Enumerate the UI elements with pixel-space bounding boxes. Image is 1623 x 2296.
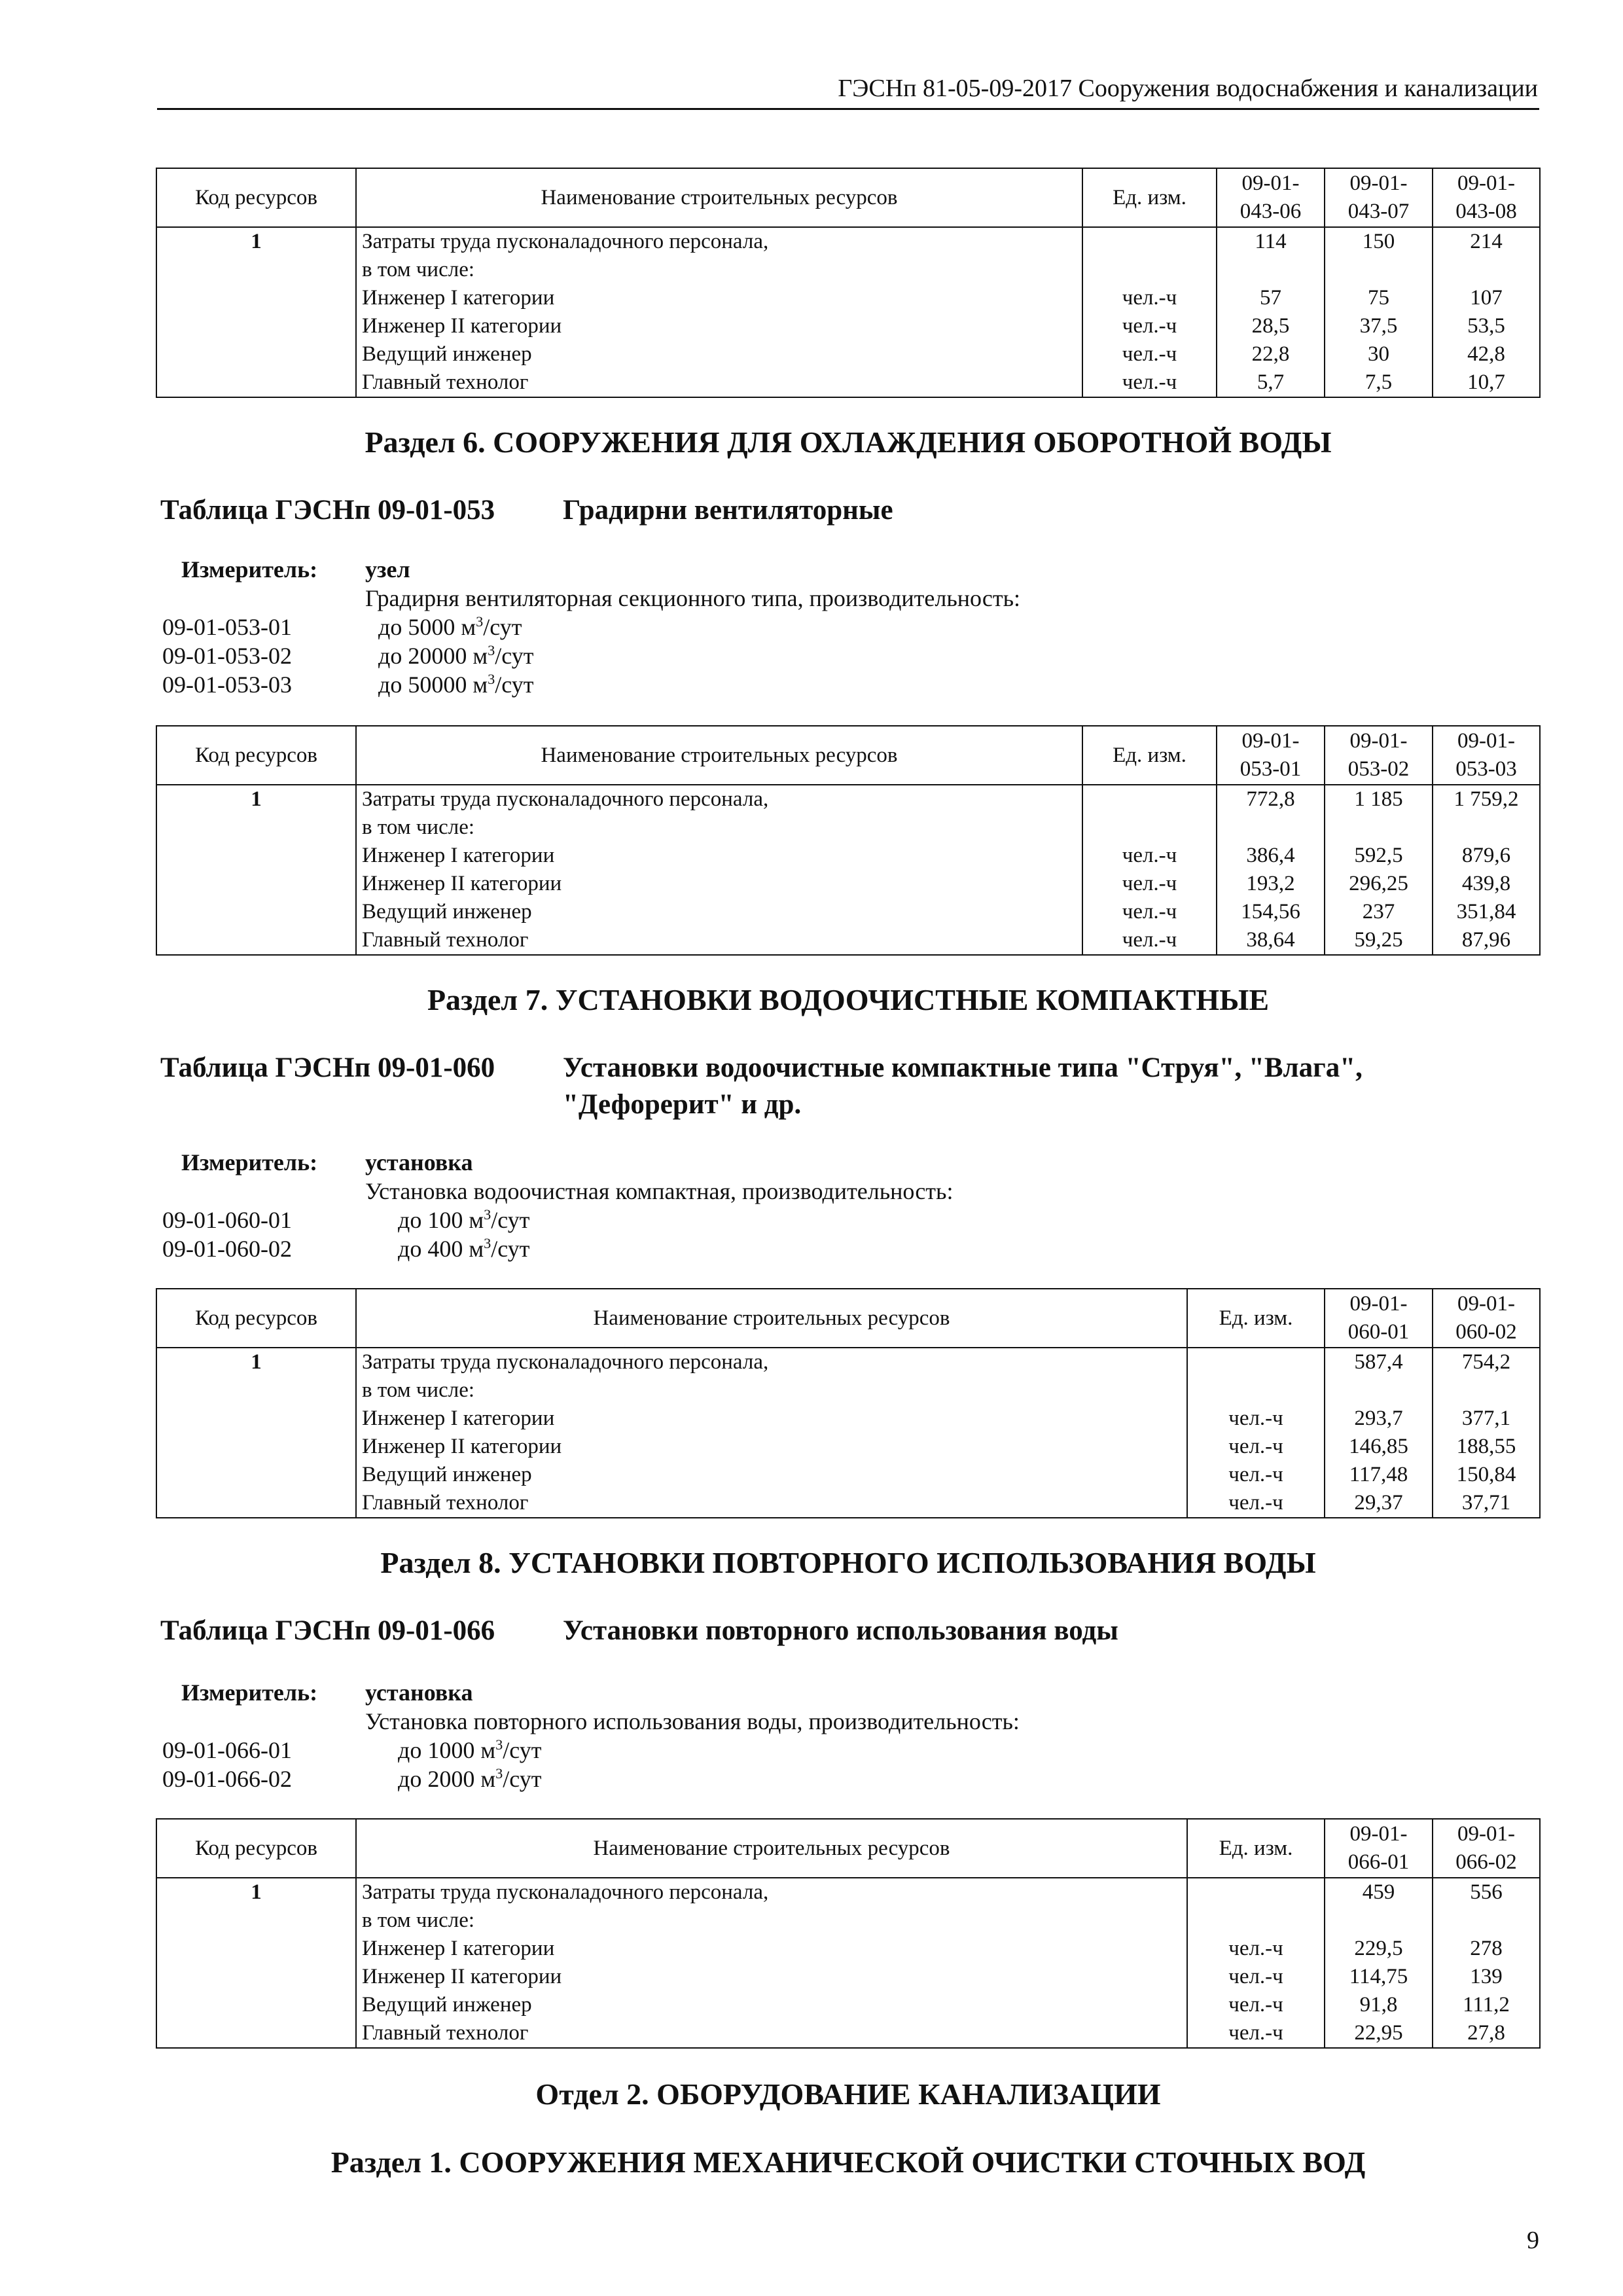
col-header-code: Код ресурсов	[156, 1819, 356, 1878]
unit-cell: чел.-ч чел.-ч чел.-ч чел.-ч	[1082, 227, 1217, 397]
norm-code: 09-01-066-02	[162, 1766, 292, 1792]
norm-code: 09-01-053-03	[162, 672, 292, 698]
value-cell: 772,8 386,4 193,2 154,56 38,64	[1217, 785, 1325, 955]
value-cell: 1 185 592,5 296,25 237 59,25	[1325, 785, 1433, 955]
table-name: Градирни вентиляторные	[563, 495, 893, 526]
resource-code-cell: 1	[156, 1878, 356, 2048]
value-cell: 114 57 28,5 22,8 5,7	[1217, 227, 1325, 397]
value-cell: 754,2 377,1 188,55 150,84 37,71	[1433, 1348, 1540, 1518]
col-header-unit: Ед. изм.	[1187, 1819, 1325, 1878]
norm-code: 09-01-060-02	[162, 1236, 292, 1262]
col-header-rate: 09-01- 060-02	[1433, 1289, 1540, 1348]
col-header-name: Наименование строительных ресурсов	[356, 168, 1082, 227]
meter-value: узел	[365, 556, 410, 583]
table-code: Таблица ГЭСНп 09-01-066	[160, 1615, 495, 1646]
resource-code-cell: 1	[156, 1348, 356, 1518]
norm-description: до 1000 $м^3$/сут	[398, 1736, 542, 1763]
value-cell: 459 229,5 114,75 91,8 22,95	[1325, 1878, 1433, 2048]
table-row	[156, 1878, 1540, 2048]
norm-code: 09-01-066-01	[162, 1737, 292, 1763]
value-cell: 150 75 37,5 30 7,5	[1325, 227, 1433, 397]
value-cell: 587,4 293,7 146,85 117,48 29,37	[1325, 1348, 1433, 1518]
section-heading: Раздел 7. УСТАНОВКИ ВОДООЧИСТНЫЕ КОМПАКТНЫЕ	[427, 983, 1270, 1016]
col-header-rate: 09-01- 043-08	[1433, 168, 1540, 227]
table-title	[160, 1050, 495, 1086]
col-header-code: Код ресурсов	[156, 168, 356, 227]
department-heading: Отдел 2. ОБОРУДОВАНИЕ КАНАЛИЗАЦИИ	[535, 2077, 1161, 2111]
col-header-code: Код ресурсов	[156, 726, 356, 785]
norm-description: до 50000 $м^3$/сут	[378, 671, 534, 698]
norm-intro: Градирня вентиляторная секционного типа, производительность:	[365, 585, 1021, 611]
table-name: Установки повторного использования воды	[563, 1615, 1118, 1646]
norm-description: до 100 $м^3$/сут	[398, 1206, 530, 1233]
norm-intro: Установка повторного использования воды, производительность:	[365, 1708, 1020, 1734]
header-rule	[157, 108, 1539, 110]
col-header-unit: Ед. изм.	[1082, 168, 1217, 227]
table-code: Таблица ГЭСНп 09-01-053	[160, 495, 495, 526]
value-cell: 214 107 53,5 42,8 10,7	[1433, 227, 1540, 397]
section-heading: Раздел 8. УСТАНОВКИ ПОВТОРНОГО ИСПОЛЬЗОВАНИЯ ВОДЫ	[380, 1546, 1316, 1579]
table-name: Установки водоочистные компактные типа "Струя", "Влага", "Дефорерит" и др.	[563, 1052, 1363, 1120]
meter-value: установка	[365, 1679, 473, 1706]
meter-label: Измеритель:	[181, 1149, 318, 1175]
resource-names-cell: Затраты труда пусконаладочного персонала, в том числе: Инженер I категории Инженер II категории Ведущий инженер Главный технолог	[356, 785, 1082, 955]
col-header-rate: 09-01- 066-01	[1325, 1819, 1433, 1878]
norm-description: до 5000 $м^3$/сут	[378, 613, 522, 640]
table-row	[156, 1348, 1540, 1518]
section-heading: Раздел 1. СООРУЖЕНИЯ МЕХАНИЧЕСКОЙ ОЧИСТКИ СТОЧНЫХ ВОД	[330, 2145, 1366, 2179]
norm-code: 09-01-053-02	[162, 643, 292, 669]
norm-intro: Установка водоочистная компактная, производительность:	[365, 1178, 954, 1204]
col-header-rate: 09-01- 066-02	[1433, 1819, 1540, 1878]
table-title	[160, 492, 495, 529]
resource-names-cell: Затраты труда пусконаладочного персонала, в том числе: Инженер I категории Инженер II категории Ведущий инженер Главный технолог	[356, 1878, 1187, 2048]
col-header-name: Наименование строительных ресурсов	[356, 1819, 1187, 1878]
col-header-rate: 09-01- 053-03	[1433, 726, 1540, 785]
col-header-rate: 09-01- 053-01	[1217, 726, 1325, 785]
col-header-code: Код ресурсов	[156, 1289, 356, 1348]
norm-code: 09-01-053-01	[162, 614, 292, 640]
norm-description: до 2000 $м^3$/сут	[398, 1765, 542, 1792]
table-code: Таблица ГЭСНп 09-01-060	[160, 1052, 495, 1083]
unit-cell: чел.-ч чел.-ч чел.-ч чел.-ч	[1082, 785, 1217, 955]
running-header: ГЭСНп 81-05-09-2017 Сооружения водоснабжения и канализации	[838, 75, 1538, 102]
resource-code-cell: 1	[156, 227, 356, 397]
meter-label: Измеритель:	[181, 1679, 318, 1706]
section-heading: Раздел 6. СООРУЖЕНИЯ ДЛЯ ОХЛАЖДЕНИЯ ОБОРОТНОЙ ВОДЫ	[365, 425, 1332, 459]
table-row	[156, 227, 1540, 397]
table-row	[156, 785, 1540, 955]
resource-table-043	[156, 168, 1541, 398]
resource-code-cell: 1	[156, 785, 356, 955]
norm-description: до 400 $м^3$/сут	[398, 1235, 530, 1262]
resource-table-066	[156, 1818, 1541, 2049]
unit-cell: чел.-ч чел.-ч чел.-ч чел.-ч	[1187, 1878, 1325, 2048]
value-cell: 556 278 139 111,2 27,8	[1433, 1878, 1540, 2048]
col-header-name: Наименование строительных ресурсов	[356, 1289, 1187, 1348]
value-cell: 1 759,2 879,6 439,8 351,84 87,96	[1433, 785, 1540, 955]
col-header-rate: 09-01- 043-07	[1325, 168, 1433, 227]
table-title	[160, 1613, 495, 1649]
col-header-unit: Ед. изм.	[1082, 726, 1217, 785]
col-header-rate: 09-01- 060-01	[1325, 1289, 1433, 1348]
col-header-rate: 09-01- 053-02	[1325, 726, 1433, 785]
norm-code: 09-01-060-01	[162, 1207, 292, 1233]
resource-names-cell: Затраты труда пусконаладочного персонала, в том числе: Инженер I категории Инженер II категории Ведущий инженер Главный технолог	[356, 1348, 1187, 1518]
meter-label: Измеритель:	[181, 556, 318, 583]
col-header-rate: 09-01- 043-06	[1217, 168, 1325, 227]
col-header-unit: Ед. изм.	[1187, 1289, 1325, 1348]
page-number: 9	[1527, 2227, 1539, 2254]
resource-names-cell: Затраты труда пусконаладочного персонала, в том числе: Инженер I категории Инженер II категории Ведущий инженер Главный технолог	[356, 227, 1082, 397]
col-header-name: Наименование строительных ресурсов	[356, 726, 1082, 785]
resource-table-053	[156, 725, 1541, 956]
unit-cell: чел.-ч чел.-ч чел.-ч чел.-ч	[1187, 1348, 1325, 1518]
resource-table-060	[156, 1288, 1541, 1518]
norm-description: до 20000 $м^3$/сут	[378, 642, 534, 669]
meter-value: установка	[365, 1149, 473, 1175]
